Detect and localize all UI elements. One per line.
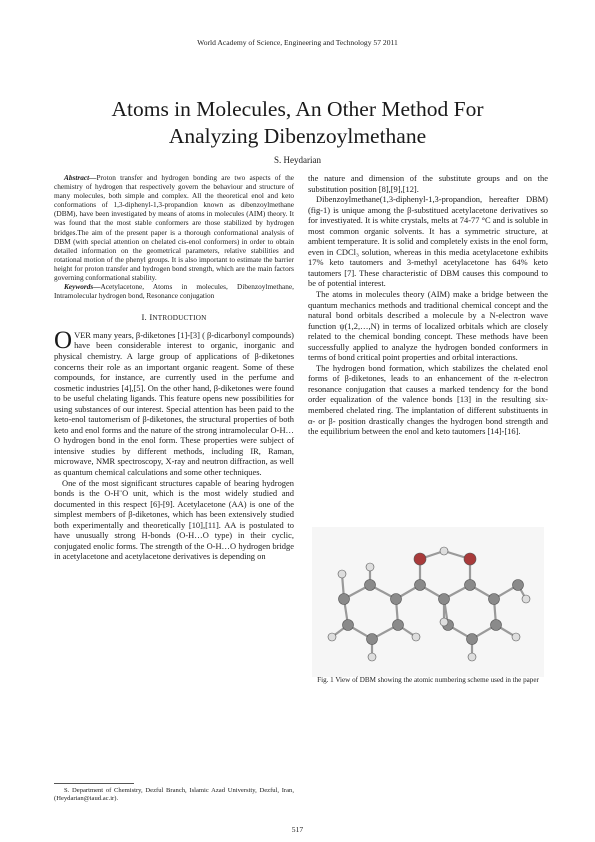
running-header: World Academy of Science, Engineering and Technology 57 2011 [197,38,398,47]
right-paragraph-1: the nature and dimension of the substitute groups and on the substitution position [8],[9],[12]. [308,173,548,194]
carbon-atom [491,620,502,631]
hydrogen-atom [368,653,376,661]
carbon-atom [339,594,350,605]
keywords-dash: — [93,282,101,292]
author: S. Heydarian [274,155,321,165]
right-paragraph-2: Dibenzoylmethane(1,3-diphenyl-1,3-propandion, hereafter DBM)(fig-1) is unique among the β-substitued acetylacetone derivatives so for investiyated. It is white crystals, melts at 74-77 °C and is soluble in most common organic solvents. It has a symmetric structure, at ambient temperature. It is solid and completely exists in the enol form, even in CDCl₃ solution, whereas in this media acetylacetone exhibits 17% keto tautomers and 3-methyl acetylacetone has 64% keto tautomers [7]. These characteristic of DBM causes this compound to be of potential interest. [308,194,548,289]
carbon-atom [415,580,426,591]
carbon-atom [367,634,378,645]
intro-paragraph-2: One of the most significant structures capable of bearing hydrogen bonds is the O-H¨O unit, which is the most widely studied and documented in this respect [6]-[9]. Acetylacetone (AA) is one of the simplest members of β-diketones, which has been extensively studied both experimentally and theoretically [10],[11]. AA is postulated to have unusually strong H-bonds (O-H…O type) in their cyclic, conjugated enolic forms. The strength of the O-H…O hydrogen bridge in acetylacetone and acetylacetone derivatives is depending on [54,477,294,562]
figure-dbm [312,527,544,677]
hydrogen-atom [522,595,530,603]
paper-title [40,96,555,150]
right-column [308,173,548,437]
hydrogen-atom [512,633,520,641]
intro-paragraph-1 [54,326,294,478]
carbon-atom [467,634,478,645]
keywords-text: Acetylacetone, Atoms in molecules, Dibenzoylmethane, Intramolecular hydrogen bond, Resonance conjugation [54,282,294,301]
carbon-atom [489,594,500,605]
footnote-rule [54,783,134,784]
hydrogen-atom [468,653,476,661]
molecule-diagram [312,527,544,677]
section-heading-introduction [54,312,294,324]
right-paragraph-3: The atoms in molecules theory (AIM) make a bridge between the quantum mechanics methods and traditional chemical concept and the natural bond orbitals described a molecule by a N-electron wave function ψ(1,2,…,N) in terms of localized orbitals which are closely related to the chemical bonding concept. These methods have been successfully applied to analyze the hydrogen bonded conformers in terms of bond critical point properties and orbital interactions. [308,289,548,363]
drop-cap: O [54,326,73,354]
footnote [54,787,294,804]
carbon-atom [365,580,376,591]
abstract-text: Proton transfer and hydrogen bonding are two aspects of the chemistry of hydrogen that respectively govern the behaviour and structure of many molecules, both simple and complex. All the theoretical enol and keto conformations of 1,3-diphenyl-1,3-propandion known as dibenzoylmethane (DBM), have been investigated by means of atoms in molecules (AIM) theory. It was found that the most stable conformers are those stabilized by hydrogen bridges.The aim of the present paper is a thorough conformational analysis of DBM (with special attention on chelated cis-enol conformers) in order to obtain detailed information on the geometrical parameters, relative stabilities and rotational motion of the phenyl groups. It is also important to estimate the barrier height for proton transfer and hydrogen bond strength, which are the main factors governing conformational stability. [54,173,294,283]
hydrogen-atom [412,633,420,641]
carbon-atom [393,620,404,631]
carbon-atom [465,580,476,591]
right-paragraph-4: The hydrogen bond formation, which stabilizes the chelated enol forms of β-diketones, leads to an enhancement of the π-electron resonance conjugation that causes a marked tendency for the bond order equalization of the valence bonds [13] in the resulting six-membered chelated ring. The implantation of different substituents in α- or β- position drastically changes the hydrogen bond strength and the equilibrium between the enol and keto tautomers [14]-[16]. [308,362,548,437]
keywords [54,282,294,300]
section-first-letter: I [149,312,153,323]
title-line-2: Analyzing Dibenzoylmethane [168,124,427,148]
oxygen-atom [464,553,476,565]
carbon-atom [343,620,354,631]
oxygen-atom [414,553,426,565]
section-rest: NTRODUCTION [152,314,207,323]
intro-paragraph-1-text: VER many years, β-diketones [1]-[3] ( β-dicarbonyl compounds) have been considerable interest to organic, inorganic and physical chemistry. A large group of applications of β-diketones concerns their role as an important organic reagent. Some of these compounds, for instance, are currently used in the perfume and cosmetic industries [4],[5]. On the other hand, β-diketones were found to be useful chelating ligands. This feature opens new possibilities for using substances of our interest. Special attention has been paid to the keto-enol tautomerism of β-diketones, the structural properties of both keto and enol forms and the nature of the strong intramolecular O-H…O hydrogen bond in the enol form. These properties were subject of intensive studies by different methods, including IR, Raman, microwave, NMR spectroscopy, X-ray and neutron diffraction, as well as quantum chemical calculations and some other techniques. [54,329,294,477]
hydrogen-atom [440,547,448,555]
section-numeral: I. [141,312,147,323]
hydrogen-atom [366,563,374,571]
footnote-marker: S. [64,787,70,794]
carbon-atom [391,594,402,605]
footnote-text: Department of Chemistry, Dezful Branch, Islamic Azad University, Dezful, Iran, (Heydarian@iaud.ac.ir). [54,787,294,803]
title-line-1: Atoms in Molecules, An Other Method For [111,97,484,121]
keywords-label: Keywords [64,282,94,292]
abstract [54,173,294,282]
hydrogen-atom [440,618,448,626]
carbon-atom [439,594,450,605]
hydrogen-atom [338,570,346,578]
left-column [54,173,294,562]
hydrogen-atom [328,633,336,641]
figure-caption: Fig. 1 View of DBM showing the atomic numbering scheme used in the paper [317,676,539,684]
page-number: 517 [291,825,304,834]
abstract-dash: — [89,173,97,182]
abstract-label: Abstract [64,173,90,182]
carbon-atom [513,580,524,591]
